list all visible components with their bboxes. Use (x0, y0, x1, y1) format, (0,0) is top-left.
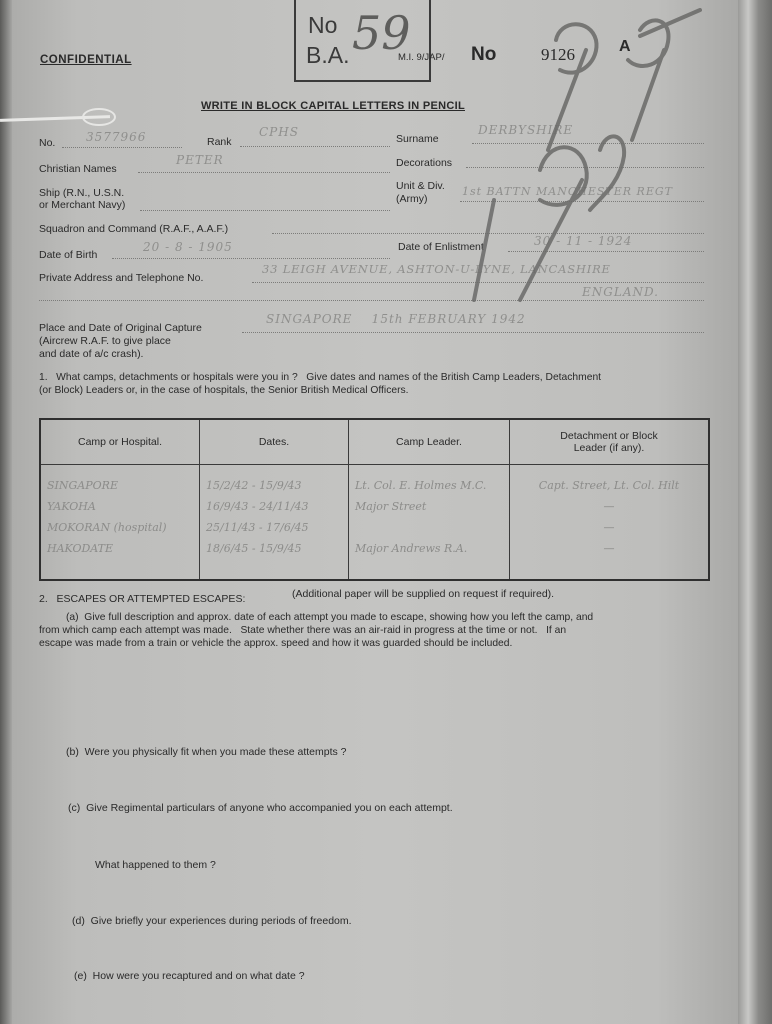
confidential-label: CONFIDENTIAL (40, 54, 132, 66)
surname-label: Surname (396, 133, 439, 145)
scrawl-stroke (474, 200, 494, 300)
q1-text-line-2: (or Block) Leaders or, in the case of hospitals, the Senior British Medical Officers. (39, 385, 409, 396)
q2b-text: (b) Were you physically fit when you made these attempts ? (66, 746, 347, 758)
col-leader-header: Camp Leader. (349, 419, 510, 465)
detachment-leaders-cell: Capt. Street, Lt. Col. Hilt — — — (510, 465, 710, 581)
scrawl-stroke (540, 147, 587, 205)
q2a-line-1: (a) Give full description and approx. date of each attempt you made to escape, showing how you left the camp, and (66, 612, 594, 623)
address-label: Private Address and Telephone No. (39, 272, 204, 284)
q2a-line-2: from which camp each attempt was made. State whether there was an air-raid in progress at the time or not. If an (39, 625, 567, 636)
unit-value: 1st BATTN MANCHESTER REGT (462, 185, 673, 198)
rank-label: Rank (207, 136, 232, 148)
instruction-heading: WRITE IN BLOCK CAPITAL LETTERS IN PENCIL (201, 100, 465, 112)
capture-label-1: Place and Date of Original Capture (39, 322, 202, 334)
q2d-text: (d) Give briefly your experiences during periods of freedom. (72, 915, 352, 927)
form-number: 9126 (541, 45, 575, 64)
ship-label-1: Ship (R.N., U.S.N. (39, 187, 125, 199)
no-value: 3577966 (86, 130, 147, 144)
camp-names-cell: SINGAPORE YAKOHA MOKORAN (hospital) HAKODATE (40, 465, 200, 581)
unit-label-1: Unit & Div. (396, 180, 445, 192)
scrawl-stroke (556, 24, 597, 72)
dob-value: 20 - 8 - 1905 (143, 240, 233, 254)
rank-value: CPHS (259, 125, 299, 139)
capture-label-3: and date of a/c crash). (39, 348, 144, 360)
capture-value: SINGAPORE 15th FEBRUARY 1942 (266, 312, 526, 326)
scrawl-stroke (548, 50, 586, 150)
q2e-text: (e) How were you recaptured and on what date ? (74, 970, 305, 982)
camp-leaders-cell: Lt. Col. E. Holmes M.C. Major Street Major Andrews R.A. (349, 465, 510, 581)
no-label: No. (39, 137, 56, 149)
stamp-handwritten-number: 59 (352, 6, 411, 60)
address-value-1: 33 LEIGH AVENUE, ASHTON-U-LYNE, LANCASHIRE (262, 262, 611, 276)
scrawl-stroke (590, 136, 624, 210)
mi-reference: M.I. 9/JAP/ (398, 52, 445, 63)
enlistment-label: Date of Enlistment (398, 241, 484, 253)
dob-label: Date of Birth (39, 249, 98, 261)
q2-note: (Additional paper will be supplied on request if required). (292, 588, 555, 600)
stamp-no: No (308, 12, 338, 38)
address-value-2: ENGLAND. (582, 285, 659, 299)
q2c-text: (c) Give Regimental particulars of anyone who accompanied you on each attempt. (68, 802, 453, 814)
camp-dates-cell: 15/2/42 - 15/9/43 16/9/43 - 24/11/43 25/11/43 - 17/6/45 18/6/45 - 15/9/45 (200, 465, 349, 581)
q2-title: 2. ESCAPES OR ATTEMPTED ESCAPES: (39, 593, 246, 605)
q2c-followup-text: What happened to them ? (95, 859, 216, 871)
capture-label-2: (Aircrew R.A.F. to give place (39, 335, 171, 347)
col-camp-header: Camp or Hospital. (40, 419, 200, 465)
surname-value: DERBYSHIRE (478, 123, 574, 137)
col-detachment-header: Detachment or Block Leader (if any). (510, 419, 710, 465)
col-dates-header: Dates. (200, 419, 349, 465)
ship-label-2: or Merchant Navy) (39, 199, 126, 211)
decorations-label: Decorations (396, 157, 453, 169)
unit-label-2: (Army) (396, 193, 428, 205)
form-suffix: A (619, 38, 631, 55)
number-label: No (471, 44, 497, 65)
christian-names-value: PETER (176, 153, 224, 167)
squadron-label: Squadron and Command (R.A.F., A.A.F.) (39, 223, 229, 235)
q1-text-line-1: 1. What camps, detachments or hospitals were you in ? Give dates and names of the British Camp Leaders, Detachment (39, 372, 602, 383)
scrawl-stroke (520, 180, 582, 300)
q2a-line-3: escape was made from a train or vehicle the approx. speed and how it was guarded should be included. (39, 638, 513, 649)
stamp-ba: B.A. (306, 42, 350, 68)
christian-names-label: Christian Names (39, 163, 117, 175)
enlistment-value: 30 - 11 - 1924 (534, 234, 633, 248)
